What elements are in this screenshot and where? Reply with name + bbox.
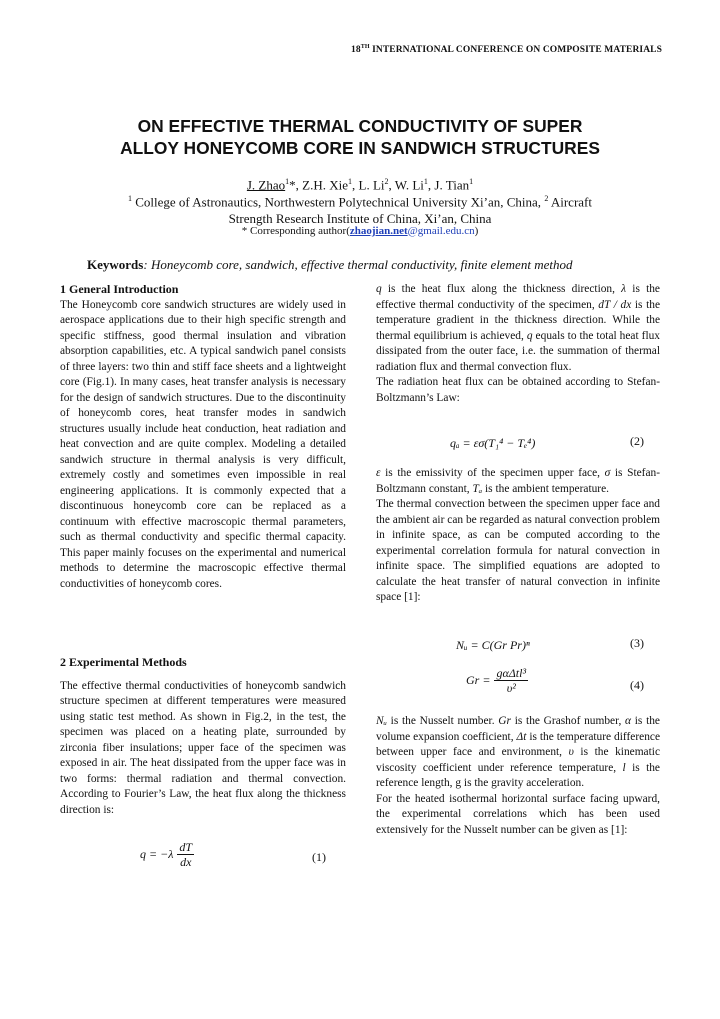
affiliations: $^1$ College of Astronautics, Northwestern Polytechnical University Xi’an, China, $^2$ Aircraft Strength Research Institute of China, Xi’an, China <box>128 194 592 227</box>
section-1-body: The Honeycomb core sandwich structures are widely used in aerospace applications due to their high specific strength and specific stiffness, good thermal insulation and vibration absorption capabilities, etc. A typical sandwich panel consists of three layers: two thin and stiff face sheets and a lightweight core (Fig.1). In many cases, heat transfer analysis is necessary for the design of sandwich structures. Due to the discontinuity of honeycomb cores, heat transfer modes in sandwich structures usually include heat conduction, heat radiation and heat convection and are quite complex. Modeling a detailed sandwich structure in thermal analysis is very difficult, extremely costly and sometimes even impossible in real engineering applications. It is commonly expected that a discontinuous honeycomb core can be replaced as a continuum with effective macroscopic thermal parameters, such as thermal conductivity and specific thermal capacity. This paper mainly focuses on the experimental and numerical methods to determine the macroscopic effective thermal conductivities of honeycomb cores. <box>60 298 346 590</box>
para-emissivity: ε is the emissivity of the specimen upper face, σ is Stefan-Boltzmann constant, Tₐ is the ambient temperature. <box>376 467 661 495</box>
author-4: W. Li <box>394 177 424 193</box>
para-radiation: The radiation heat flux can be obtained according to Stefan-Boltzmann’s Law: <box>376 376 660 404</box>
equation-3: Nᵤ = C(Gr Pr)ⁿ (3) <box>456 636 644 652</box>
section-heading-2: 2 Experimental Methods <box>60 655 187 669</box>
para-nusselt: Nᵤ is the Nusselt number. Gr is the Grashof number, α is the volume expansion coefficient, Δt is the temperature difference between upper face and environment, υ is the kinematic viscosity coefficient under reference temperature, l is the reference length, g is the gravity acceleration. <box>376 715 661 789</box>
corresponding-author: * Corresponding author(zhaojian.net@gmail.edu.cn) <box>241 225 479 237</box>
equation-2: qₐ = εσ(T₁⁴ − Tₑ⁴) (2) <box>450 434 644 450</box>
keywords: Keywords: Honeycomb core, sandwich, effective thermal conductivity, finite element method <box>87 257 573 272</box>
title-line-2: ALLOY HONEYCOMB CORE IN SANDWICH STRUCTURES <box>120 138 600 158</box>
right-column-mid <box>376 466 660 606</box>
author-2: Z.H. Xie <box>302 177 349 193</box>
equation-4: Gr = $\frac{\text{gαΔtl³}}{\text{υ²}}$ (4) <box>466 666 644 695</box>
right-column-bottom <box>376 714 660 838</box>
author-list: J. Zhao$^1$*, Z.H. Xie$^1$, L. Li$^2$, W. Li$^1$, J. Tian$^1$ <box>246 177 474 193</box>
para-heat-flux: q is the heat flux along the thickness direction, λ is the effective thermal conductivity of the specimen, dT / dx is the temperature gradient in the thickness direction. While the thermal equilibrium is achieved, q equals to the total heat flux dissipated from the outer face, i.e. the summation of thermal radiation flux and thermal convection flux. <box>376 283 660 373</box>
equation-1: q = −λ $\frac{dT}{dx}$ (1) <box>140 840 326 869</box>
para-convection: The thermal convection between the specimen upper face and the ambient air can be regarded as natural convection problem in infinite space, as can be computed according to the experimental correlation formula for natural convection in infinite space. The simplified equations are adopted to calculate the heat transfer of natural convection in infinite space [1]: <box>376 498 660 603</box>
paper-title <box>60 115 660 159</box>
section-2-body: The effective thermal conductivities of honeycomb sandwich structure specimen at different temperatures were measured using static test method. As shown in Fig.2, in the test, the specimen was placed on a heating plate, surrounded by zirconia fiber insulations; upper face of the specimen was exposed in air. The heat dissipated from the upper face was in two forms: thermal radiation and thermal convection. According to Fourier’s Law, the heat flux along the thickness direction is: <box>60 679 346 816</box>
left-column <box>60 282 346 592</box>
right-column <box>376 282 660 406</box>
title-line-1: ON EFFECTIVE THERMAL CONDUCTIVITY OF SUPER <box>137 116 583 136</box>
left-column-sec2 <box>60 655 346 818</box>
section-heading-1: 1 General Introduction <box>60 282 179 296</box>
author-5: J. Tian <box>434 177 470 193</box>
conference-header: 18TH INTERNATIONAL CONFERENCE ON COMPOSITE MATERIALS <box>351 44 662 56</box>
author-3: L. Li <box>358 177 385 193</box>
para-horizontal-surface: For the heated isothermal horizontal surface facing upward, the experimental correlations which has been used extensively for the Nusselt number can be given as [1]: <box>376 792 660 836</box>
author-1: J. Zhao <box>246 177 286 193</box>
email-link[interactable]: zhaojian.net@gmail.edu.cn <box>349 225 475 237</box>
